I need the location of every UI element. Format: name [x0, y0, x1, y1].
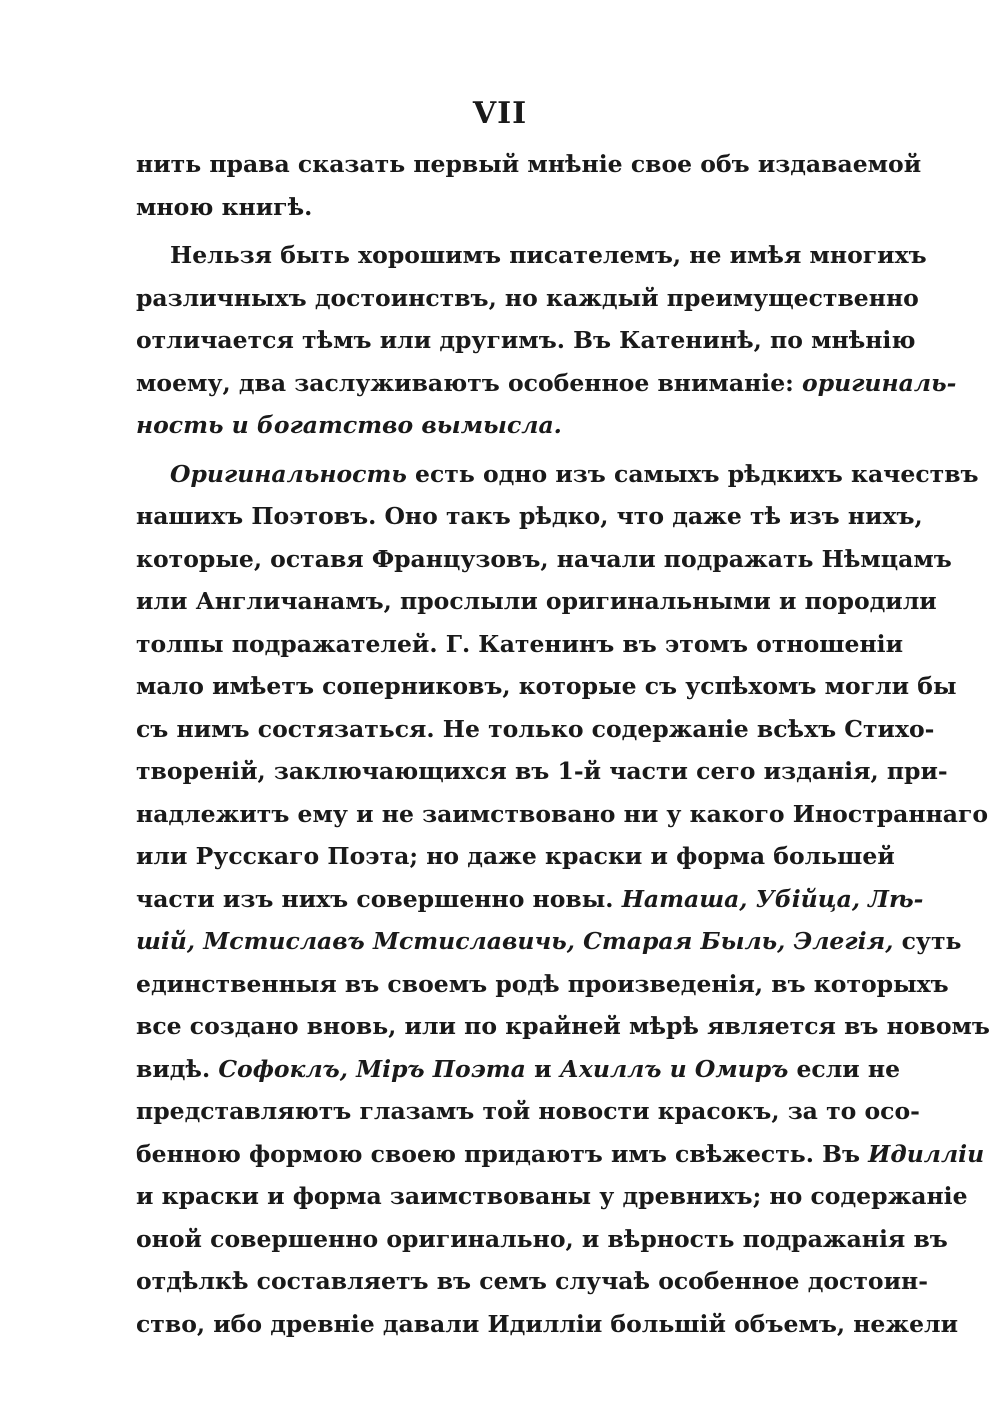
text-line: ство, ибо древніе давали Идилліи большій объемъ, нежели [136, 1309, 959, 1338]
text-line: или Русскаго Поэта; но даже краски и форма большей [136, 842, 895, 870]
text-line: отдѣлкѣ составляетъ въ семъ случаѣ особенное достоин- [136, 1267, 928, 1295]
text-line [136, 1133, 985, 1176]
text-line: мало имѣетъ соперниковъ, которые съ успѣхомъ могли бы [136, 672, 957, 700]
text-segment: видѣ. [136, 1054, 219, 1083]
italic-segment: Идилліи [868, 1139, 985, 1168]
italic-segment: шій, Мстиславъ Мстиславичь, Старая Быль, Элегія, [136, 927, 894, 955]
text-line: или Англичанамъ, прослыли оригинальными и породили [136, 587, 937, 615]
text-line [136, 453, 979, 496]
italic-segment: Оригинальность [170, 459, 407, 488]
text-line: все создано вновь, или по крайней мѣрѣ является въ новомъ [136, 1012, 990, 1040]
text-line [136, 362, 957, 405]
text-segment: если не [788, 1054, 901, 1083]
body-text [136, 143, 990, 1345]
text-line: отличается тѣмъ или другимъ. Въ Катенинѣ, по мнѣнію [136, 326, 916, 354]
text-line: твореній, заключающихся въ 1-й части сего изданія, при- [136, 757, 948, 785]
italic-segment: оригиналь- [802, 368, 957, 397]
text-segment: есть одно изъ самыхъ рѣдкихъ качествъ [406, 459, 979, 488]
text-segment: бенною формою своею придаютъ имъ свѣжесть. Въ [136, 1139, 869, 1168]
italic-segment: Міръ Поэта [356, 1054, 526, 1083]
text-line: съ нимъ состязаться. Не только содержаніе всѣхъ Стихо- [136, 714, 935, 743]
text-line [136, 404, 864, 447]
text-line: единственныя въ своемъ родѣ произведенія, въ которыхъ [136, 969, 949, 998]
text-line: представляютъ глазамъ той новости красокъ, за то осо- [136, 1097, 920, 1125]
text-line [136, 1048, 901, 1091]
italic-segment: ность и богатство вымысла. [136, 411, 562, 439]
text-line [136, 878, 924, 921]
text-line: и краски и форма заимствованы у древнихъ; но содержаніе [136, 1182, 968, 1210]
italic-segment: Ахиллъ и Омиръ [559, 1054, 789, 1083]
text-line: нашихъ Поэтовъ. Оно такъ рѣдко, что даже тѣ изъ нихъ, [136, 502, 923, 530]
text-segment: и [525, 1054, 560, 1083]
text-segment: части изъ нихъ совершенно новы. [136, 884, 622, 913]
page-number: VII [472, 96, 528, 131]
text-line: мною книгѣ. [136, 192, 313, 221]
text-segment: моему, два заслуживаютъ особенное вниманіе: [136, 368, 803, 397]
italic-segment: Наташа, Убійца, Лѣ- [621, 884, 924, 913]
text-line: нить права сказать первый мнѣніе свое объ издаваемой [136, 150, 922, 178]
text-segment: суть [893, 927, 962, 955]
text-line: толпы подражателей. Г. Катенинъ въ этомъ отношеніи [136, 629, 904, 658]
italic-segment: Софоклъ, [218, 1054, 348, 1083]
text-line: оной совершенно оригинально, и вѣрность подражанія въ [136, 1224, 948, 1253]
text-line: надлежитъ ему и не заимствовано ни у какого Иностраннаго [136, 799, 989, 828]
text-line: которые, оставя Французовъ, начали подражать Нѣмцамъ [136, 544, 952, 573]
text-segment [348, 1055, 356, 1083]
text-line [136, 920, 962, 963]
text-line: Нельзя быть хорошимъ писателемъ, не имѣя многихъ [170, 241, 927, 269]
text-line: различныхъ достоинствъ, но каждый преимущественно [136, 283, 919, 312]
